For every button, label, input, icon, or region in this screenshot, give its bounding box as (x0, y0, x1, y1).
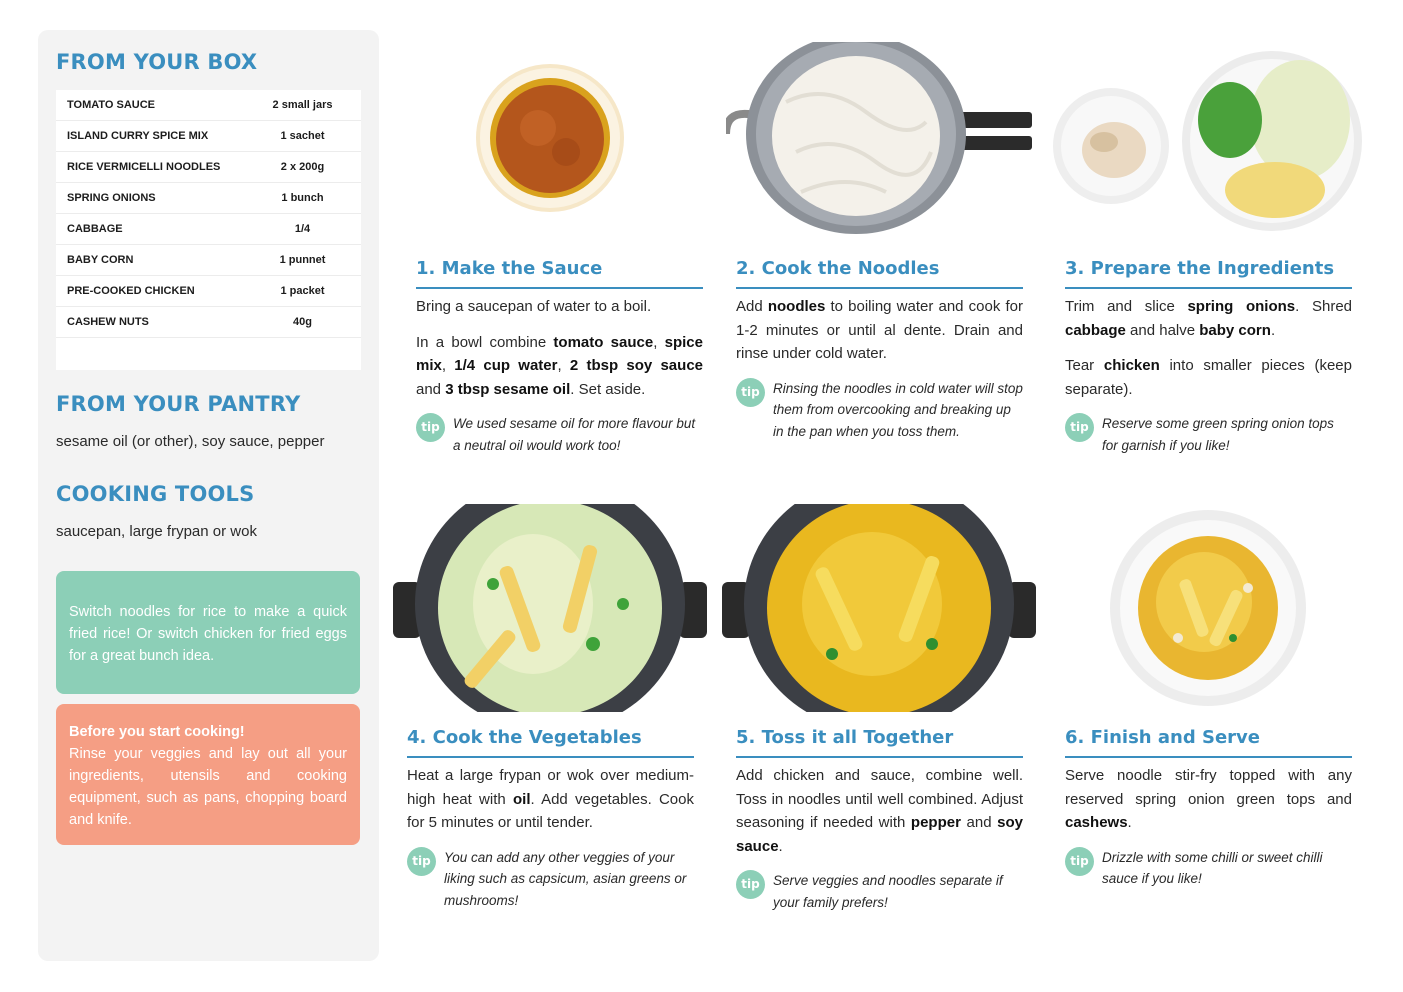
tip-text: Drizzle with some chilli or sweet chilli sauce if you like! (1102, 849, 1323, 886)
tip-text: Rinsing the noodles in cold water will stop them from overcooking and breaking up in the pan when you toss them. (773, 380, 1023, 439)
tip-badge-icon: tip (1065, 413, 1094, 442)
before-cooking-heading: Before you start cooking! (69, 724, 245, 740)
step-3-title: 3. Prepare the Ingredients (1065, 258, 1352, 289)
ingredient-qty: 1 bunch (281, 192, 324, 204)
tip-badge-icon: tip (1065, 847, 1094, 876)
ingredient-qty: 40g (293, 316, 312, 328)
tip-badge-icon: tip (736, 378, 765, 407)
ingredient-name: BABY CORN (67, 254, 134, 266)
from-your-pantry-title: FROM YOUR PANTRY (56, 392, 301, 416)
tip-text: Serve veggies and noodles separate if your family prefers! (773, 873, 1003, 910)
step-2-body (736, 295, 1023, 366)
step-1-body (416, 295, 703, 401)
ingredient-name: CASHEW NUTS (67, 316, 149, 328)
step-4-body (407, 764, 694, 835)
tools-text: saucepan, large frypan or wok (56, 523, 257, 540)
step-3-body (1065, 295, 1352, 401)
ingredients-table (56, 90, 361, 370)
step-4-paragraph: Heat a large frypan or wok over medium-high heat with oil. Add vegetables. Cook for 5 minutes or until tender. (407, 767, 694, 831)
step-2-paragraph: Add noodles to boiling water and cook for 1-2 minutes or until al dente. Drain and rinse under cold water. (736, 298, 1024, 362)
step-5-title: 5. Toss it all Together (736, 727, 1023, 758)
ingredient-row (56, 214, 361, 245)
ingredient-row (56, 90, 361, 121)
sidebar-panel (38, 30, 379, 961)
step-2 (736, 258, 1023, 442)
noodles-strainer-image (726, 42, 1032, 234)
tossed-noodles-wok-image (722, 504, 1036, 712)
step-2-title: 2. Cook the Noodles (736, 258, 1023, 289)
ingredient-row (56, 245, 361, 276)
tip-badge-icon: tip (407, 847, 436, 876)
step-2-tip (736, 378, 1023, 443)
step-6-body (1065, 764, 1352, 835)
ingredient-qty: 1/4 (294, 223, 311, 235)
ingredient-name: PRE-COOKED CHICKEN (67, 285, 195, 297)
tip-badge-icon: tip (736, 870, 765, 899)
step-5-body (736, 764, 1023, 858)
step-1 (416, 258, 703, 456)
pantry-text: sesame oil (or other), soy sauce, pepper (56, 433, 325, 450)
step-6-paragraph: Serve noodle stir-fry topped with any reserved spring onion green tops and cashews. (1065, 767, 1352, 831)
step-1-paragraph: Bring a saucepan of water to a boil. (416, 298, 652, 315)
ingredient-row (56, 276, 361, 307)
tip-text: Reserve some green spring onion tops for garnish if you like! (1102, 416, 1334, 453)
step-4-tip (407, 847, 694, 912)
ingredient-qty: 2 small jars (272, 99, 333, 111)
from-your-box-title: FROM YOUR BOX (56, 50, 258, 74)
step-4 (407, 727, 694, 911)
vegetables-wok-image (393, 504, 707, 712)
tip-text: You can add any other veggies of your liking such as capsicum, asian greens or mushrooms! (444, 849, 687, 908)
ingredient-row (56, 307, 361, 338)
before-cooking-box (56, 704, 360, 845)
cooking-tools-title: COOKING TOOLS (56, 482, 255, 506)
step-3-paragraph: Tear chicken into smaller pieces (keep separate). (1065, 357, 1352, 398)
step-6-title: 6. Finish and Serve (1065, 727, 1352, 758)
ingredient-qty: 2 x 200g (280, 161, 325, 173)
ingredient-name: TOMATO SAUCE (67, 99, 156, 111)
ingredient-row (56, 152, 361, 183)
step-5 (736, 727, 1023, 913)
step-3-tip (1065, 413, 1352, 456)
ingredient-row (56, 183, 361, 214)
ingredient-name: ISLAND CURRY SPICE MIX (67, 130, 209, 142)
tip-badge-icon: tip (416, 413, 445, 442)
served-dish-image (1108, 508, 1308, 712)
step-4-title: 4. Cook the Vegetables (407, 727, 694, 758)
ingredient-qty: 1 packet (280, 285, 325, 297)
step-3-paragraph: Trim and slice spring onions. Shred cabbage and halve baby corn. (1065, 298, 1352, 339)
ingredient-name: SPRING ONIONS (67, 192, 156, 204)
tip-text: We used sesame oil for more flavour but a neutral oil would work too! (453, 416, 696, 453)
step-6 (1065, 727, 1352, 890)
ingredient-row (56, 121, 361, 152)
sauce-bowl-image (470, 60, 630, 220)
step-1-tip (416, 413, 703, 456)
step-1-title: 1. Make the Sauce (416, 258, 703, 289)
step-6-tip (1065, 847, 1352, 890)
swap-tip-box: Switch noodles for rice to make a quick fried rice! Or switch chicken for fried eggs for a great bunch idea. (56, 571, 360, 694)
ingredient-qty: 1 sachet (280, 130, 325, 142)
ingredient-name: RICE VERMICELLI NOODLES (67, 161, 221, 173)
step-1-paragraph: In a bowl combine tomato sauce, spice mix, 1/4 cup water, 2 tbsp soy sauce and 3 tbsp sesame oil. Set aside. (416, 333, 703, 398)
before-cooking-text: Rinse your veggies and lay out all your ingredients, utensils and cooking equipment, such as pans, chopping board and knife. (69, 746, 347, 828)
ingredient-name: CABBAGE (67, 223, 123, 235)
step-3 (1065, 258, 1352, 456)
step-5-tip (736, 870, 1023, 913)
prepared-ingredients-image (1050, 50, 1366, 232)
ingredient-qty: 1 punnet (279, 254, 326, 266)
step-5-paragraph: Add chicken and sauce, combine well. Toss in noodles until well combined. Adjust seasoning if needed with pepper and soy sauce. (736, 767, 1023, 855)
